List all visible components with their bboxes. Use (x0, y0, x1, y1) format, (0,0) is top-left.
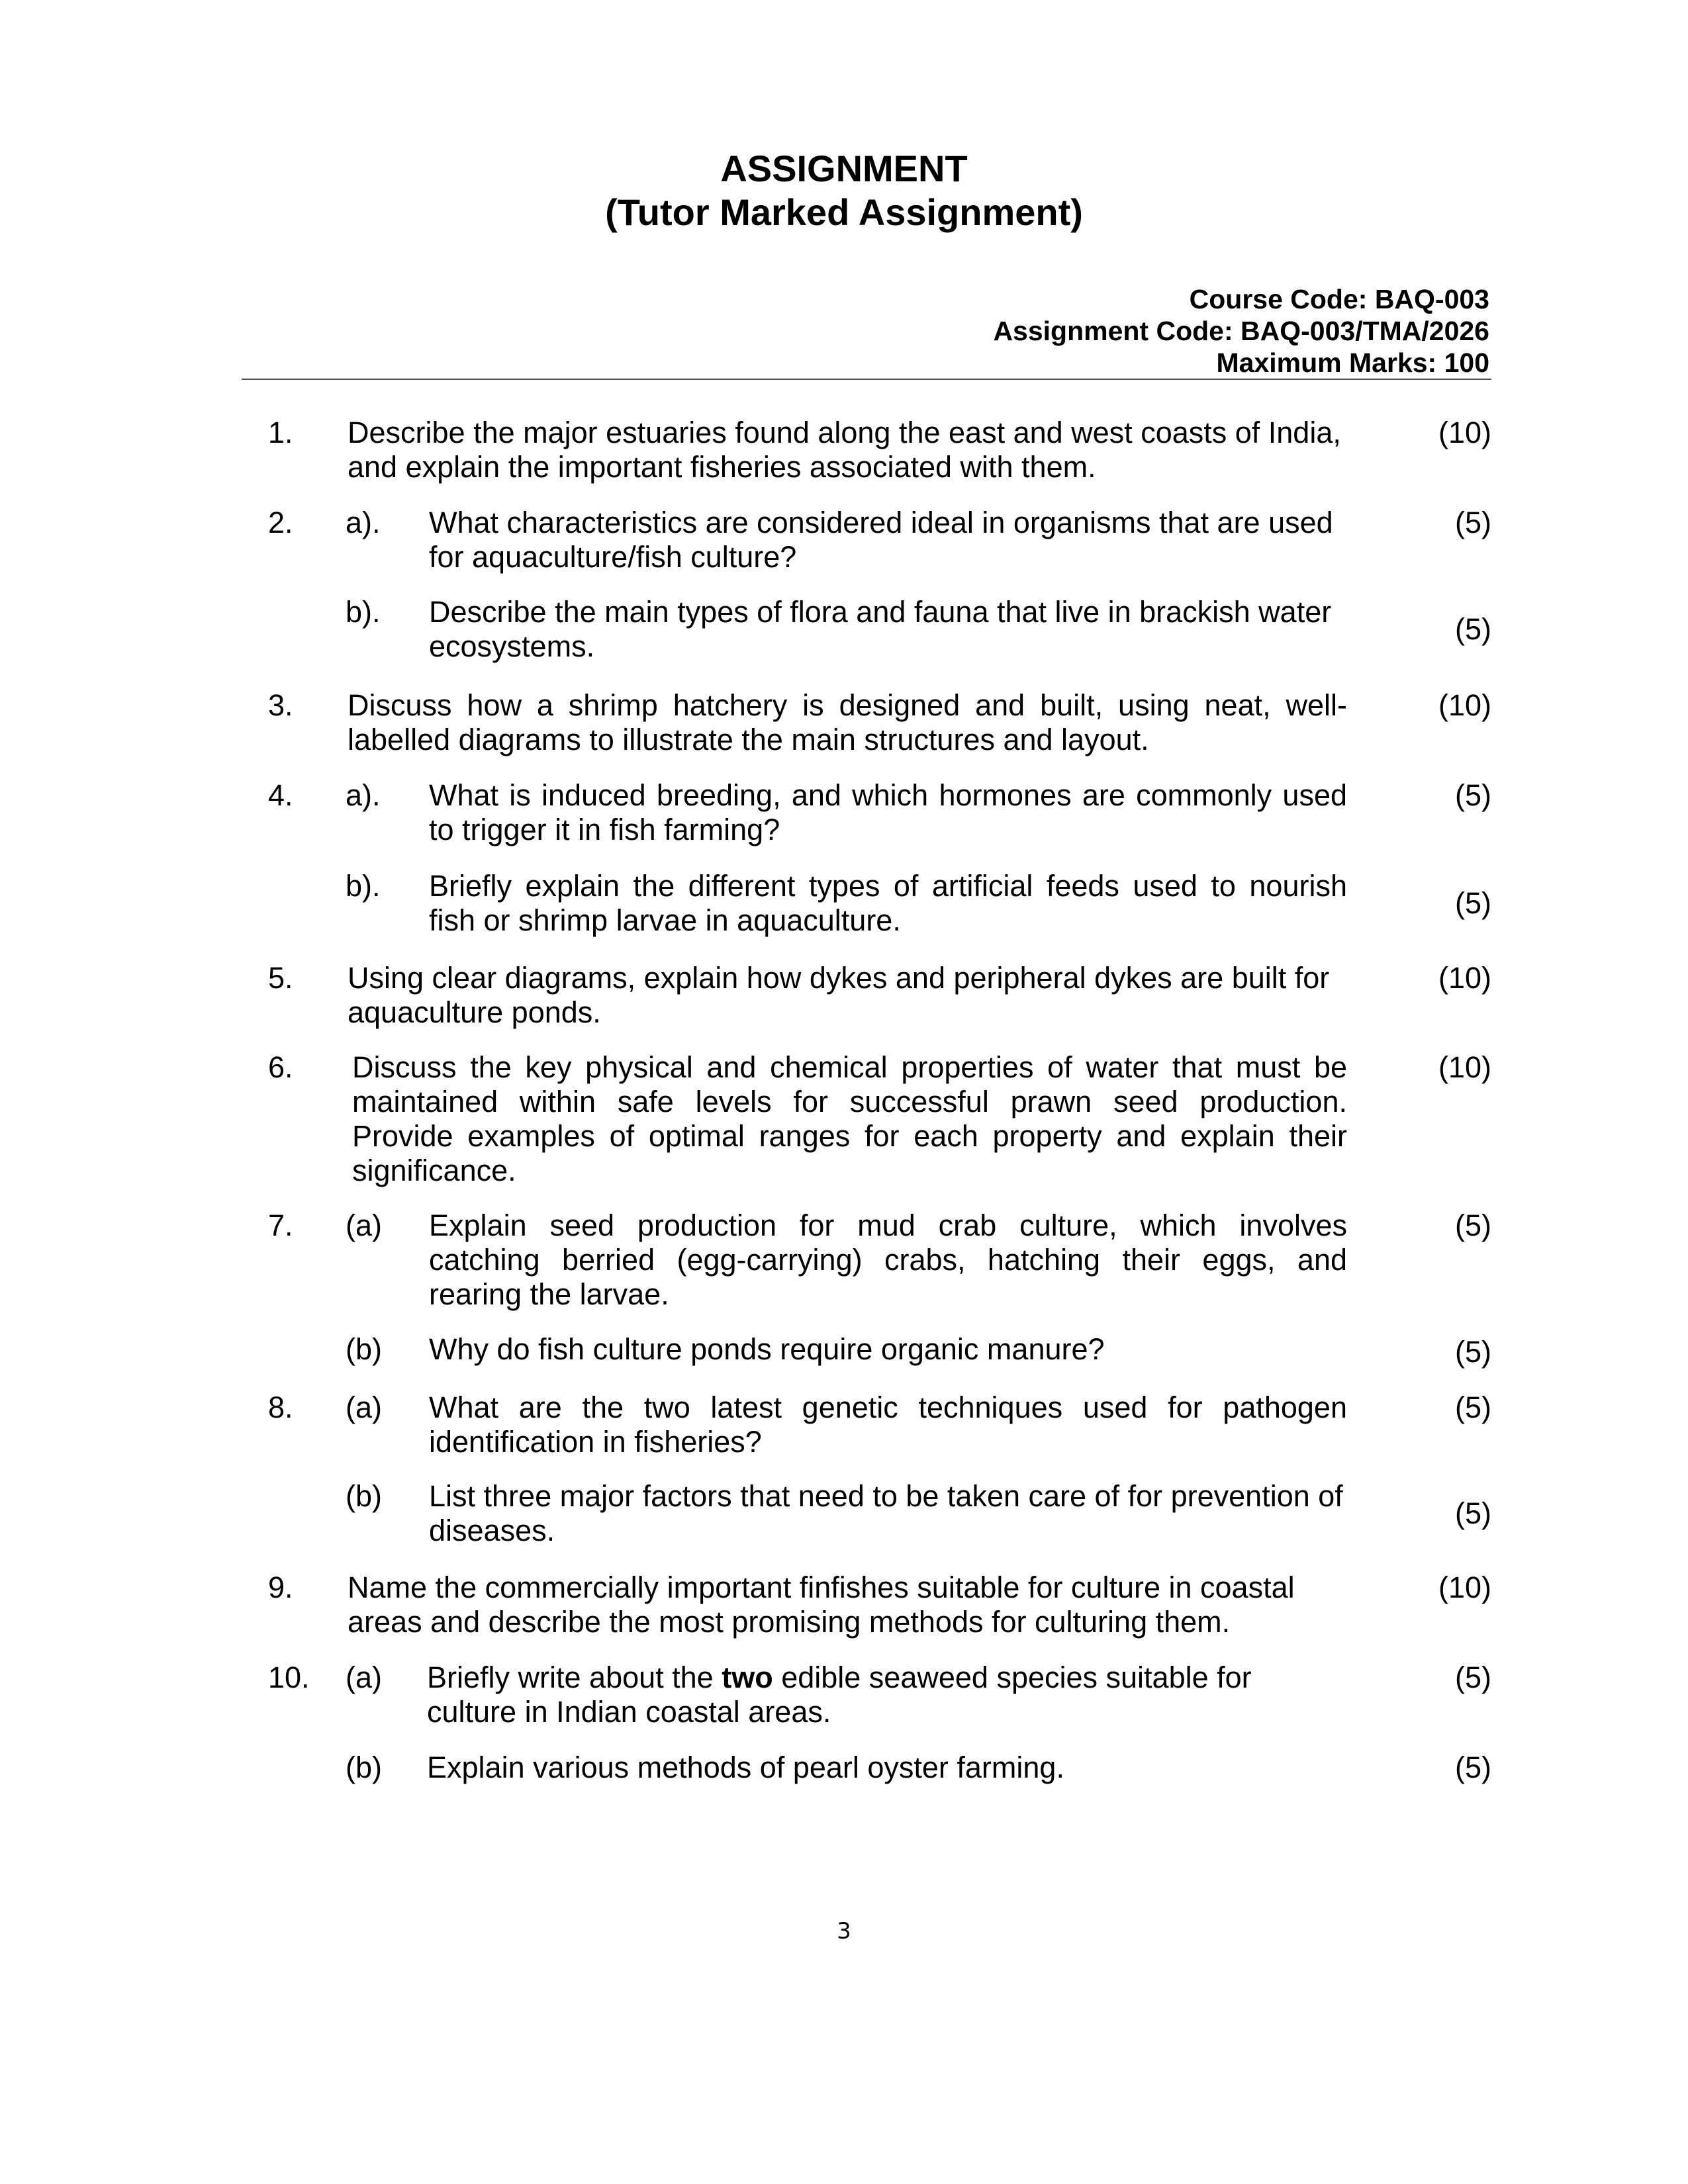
question-marks: (5) (1455, 1496, 1491, 1530)
question-marks: (5) (1455, 1661, 1491, 1694)
course-code: Course Code: BAQ-003 (1189, 284, 1489, 314)
question-text: Explain seed production for mud crab culture, which involves catching berried (egg-carrying) crabs, hatching their eggs, and rearing the larvae. (429, 1208, 1347, 1311)
question-marks: (5) (1455, 778, 1491, 812)
question-text: Discuss how a shrimp hatchery is designed and built, using neat, well-labelled diagrams to illustrate the main structures and layout. (348, 688, 1347, 756)
subquestion-label: (a) (346, 1390, 382, 1424)
subquestion-label: b). (346, 595, 381, 629)
question-text: Using clear diagrams, explain how dykes and peripheral dykes are built for aquaculture ponds. (348, 961, 1330, 1029)
question-text: What are the two latest genetic techniques used for pathogen identification in fisheries? (429, 1390, 1347, 1459)
question-number: 1. (268, 416, 293, 449)
subquestion-label: (b) (346, 1332, 382, 1366)
question-text-start: Briefly write about the (427, 1661, 722, 1694)
header-divider (242, 379, 1491, 380)
question-number: 7. (268, 1208, 293, 1242)
question-number: 3. (268, 688, 293, 722)
question-text-end: edible seaweed species suitable for culture in Indian coastal areas. (427, 1661, 1252, 1729)
page-title: ASSIGNMENT (720, 148, 968, 189)
question-text: Briefly explain the different types of artificial feeds used to nourish fish or shrimp larvae in aquaculture. (429, 869, 1347, 937)
emphasis-text: two (722, 1661, 773, 1694)
question-marks: (10) (1438, 416, 1491, 449)
subquestion-label: (a) (346, 1208, 382, 1242)
question-marks: (10) (1438, 1050, 1491, 1084)
question-text: Name the commercially important finfishes suitable for culture in coastal areas and describe the most promising methods for culturing them. (348, 1570, 1295, 1639)
question-marks: (5) (1455, 506, 1491, 539)
question-text: Why do fish culture ponds require organic manure? (429, 1332, 1105, 1366)
subquestion-label: (b) (346, 1751, 382, 1784)
subquestion-label: b). (346, 869, 381, 903)
subquestion-label: (b) (346, 1479, 382, 1513)
question-marks: (5) (1455, 1751, 1491, 1784)
question-marks: (5) (1455, 1208, 1491, 1242)
subquestion-label: (a) (346, 1661, 382, 1694)
question-text: Describe the major estuaries found along the east and west coasts of India, and explain the important fisheries associated with them. (348, 416, 1341, 484)
question-text: Explain various methods of pearl oyster farming. (427, 1751, 1064, 1784)
question-marks: (5) (1455, 886, 1491, 920)
question-marks: (5) (1455, 1335, 1491, 1369)
question-text (427, 1661, 1274, 1729)
question-number: 10. (268, 1661, 310, 1694)
question-number: 2. (268, 506, 293, 539)
question-text: List three major factors that need to be taken care of for prevention of diseases. (429, 1479, 1343, 1547)
subquestion-label: a). (346, 778, 381, 812)
question-text: Discuss the key physical and chemical properties of water that must be maintained within safe levels for successful prawn seed production. Provide examples of optimal ranges for each property and explain their significance. (352, 1050, 1347, 1187)
question-marks: (5) (1455, 612, 1491, 646)
question-number: 6. (268, 1050, 293, 1084)
subquestion-label: a). (346, 506, 381, 539)
page-number: 3 (837, 1918, 851, 1944)
question-text: What characteristics are considered ideal in organisms that are used for aquaculture/fish culture? (429, 506, 1333, 574)
question-number: 5. (268, 961, 293, 995)
question-text: What is induced breeding, and which hormones are commonly used to trigger it in fish farming? (429, 778, 1347, 846)
question-text: Describe the main types of flora and fauna that live in brackish water ecosystems. (429, 595, 1332, 663)
assignment-code: Assignment Code: BAQ-003/TMA/2026 (993, 316, 1489, 346)
question-marks: (10) (1438, 961, 1491, 995)
max-marks: Maximum Marks: 100 (1216, 347, 1489, 378)
question-number: 9. (268, 1570, 293, 1604)
question-marks: (10) (1438, 1570, 1491, 1604)
question-marks: (5) (1455, 1390, 1491, 1424)
question-number: 8. (268, 1390, 293, 1424)
question-marks: (10) (1438, 688, 1491, 722)
question-number: 4. (268, 778, 293, 812)
page-subtitle: (Tutor Marked Assignment) (605, 191, 1083, 233)
